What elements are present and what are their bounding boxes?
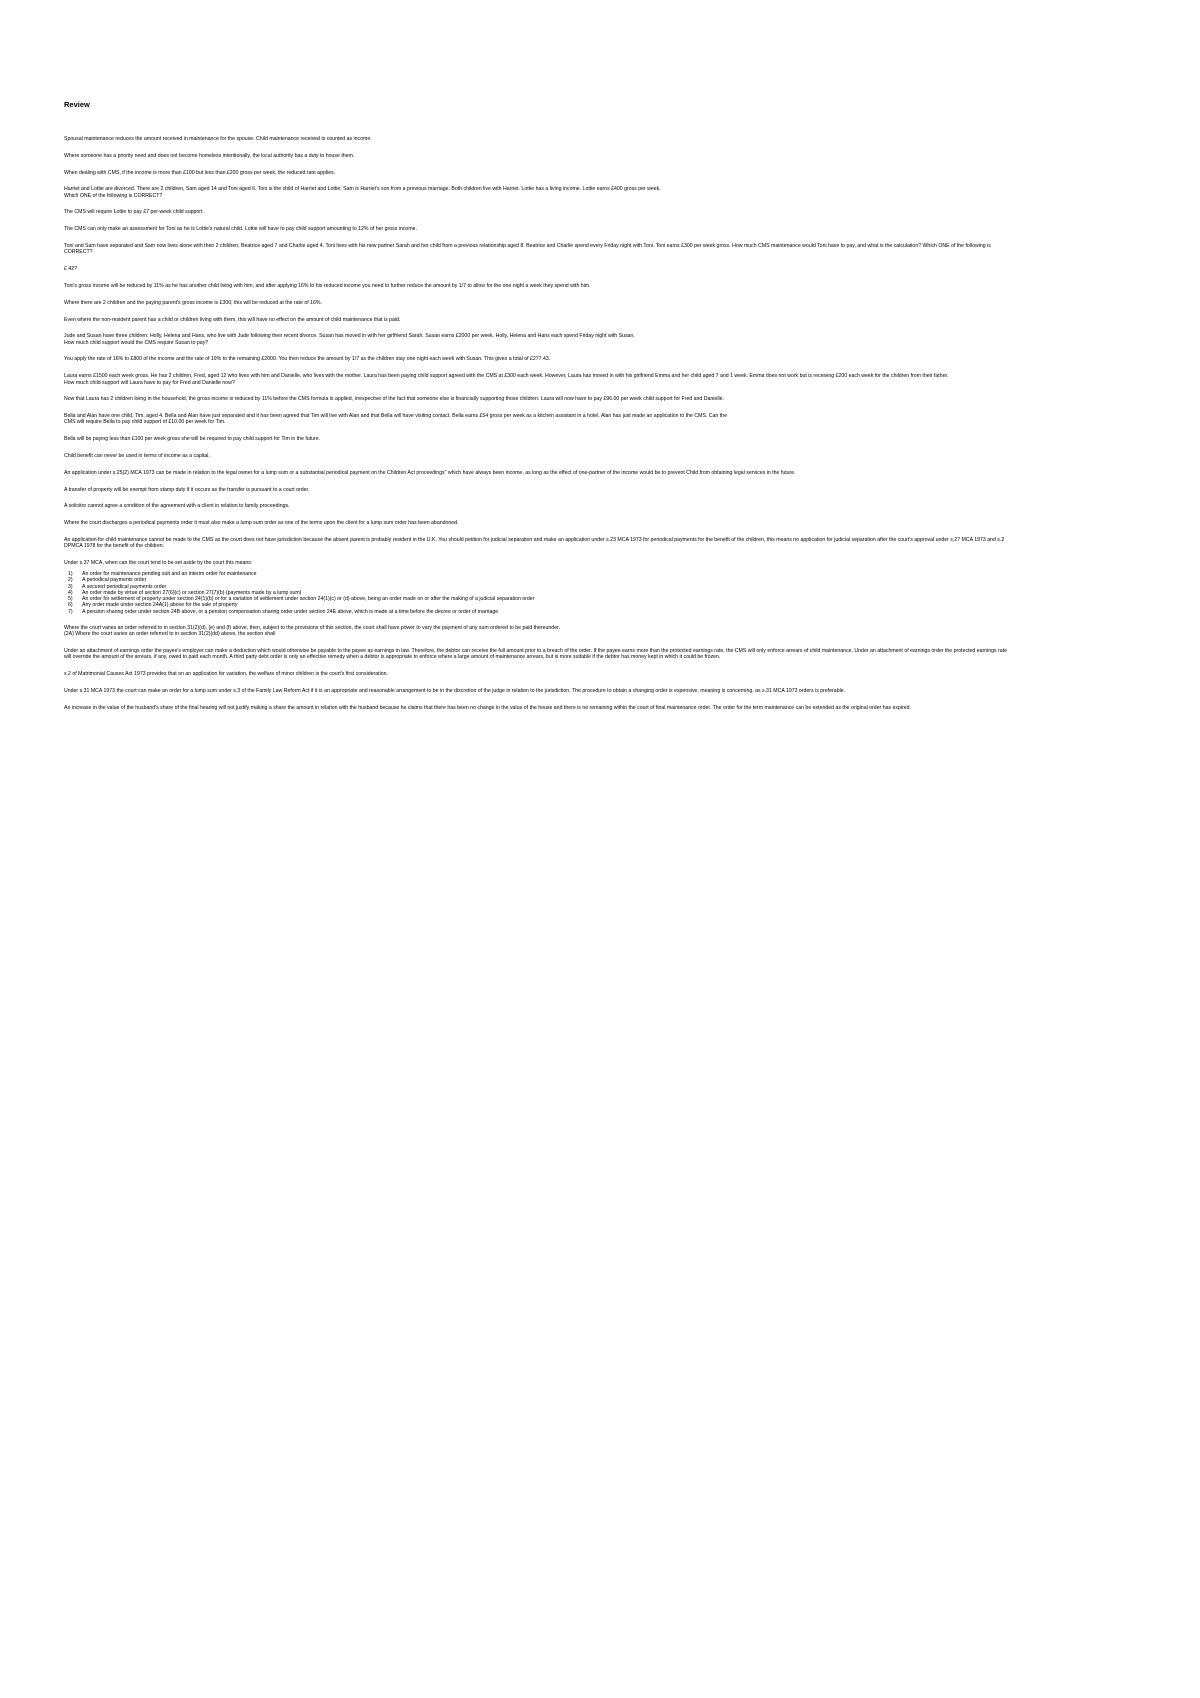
paragraph-group <box>64 136 1008 566</box>
answer-paragraph: Toni's gross income will be reduced by 11% as he has another child living with him, and after applying 16% to his reduced income you need to further reduce the amount by 1/7 to allow for the one night a week they spend with him. <box>64 282 591 289</box>
question-paragraph: Jude and Susan have three children: Holly, Helena and Hans, who live with Jude following their recent divorce. Susan has moved in with her girlfriend Sarah. Susan earns £2000 per week. Holly, Helena and Hans each spend Friday night with Susan. How much child support would the CMS require Susan to pay? <box>64 333 635 346</box>
paragraph: A solicitor cannot agree a condition of the agreement with a client in relation to family proceedings. <box>64 503 290 510</box>
paragraph: s.2 of Matrimonial Causes Act 1973 provides that on an application for variation, the welfare of minor children is the court's first consideration. <box>64 671 388 678</box>
paragraph: Where the court discharges a periodical payments order it must also make a lump sum order as one of the terms upon the client for a lump sum order has been abandoned. <box>64 520 459 527</box>
list-item: 4) An order made by virtue of section 27(6)(c) or section 27(7)(b) (payments made by a lump sum) <box>68 589 302 596</box>
list-item: 3) A secured periodical payments order <box>68 583 167 590</box>
list-item: 7) A pension sharing order under section 24B above, or a pension compensation sharing order under section 24E above, which is made at a time before the decree or order of marriage <box>68 608 499 615</box>
answer-paragraph: Where there are 2 children and the paying parent's gross income is £300, this will be reduced at the rate of 16%. <box>64 299 322 306</box>
paragraph: An increase in the value of the husband's share of the final hearing will not justify making a share the amount in relation with the husband because he claims that there has been no change in the value of the house and there is no remaining within the court of final maintenance order. The order for the term maintenance can be extended as the original order has expired. <box>64 704 911 711</box>
paragraph: Under an attachment of earnings order the payee's employer can make a deduction which would otherwise be payable to the payee as earnings in law. Therefore, the debtor can receive the full amount prior to a breach of the order. If the payee earns more than the protected earnings rate, the CMS will only enforce arrears of child maintenance. Under an attachment of earnings order the protected earnings rate will override the amount of the arrears, if any, owed to paid each month. A third party debt order is only an effective remedy when a debtor is appropriate to enforce where a large amount of maintenance arrears, but is more suitable if the debtor has money kept in which it could be frozen. <box>64 648 1007 661</box>
numbered-list <box>64 571 1008 615</box>
list-item: 1) An order for maintenance pending suit and an interim order for maintenance <box>68 570 257 577</box>
list-intro: Under s.37 MCA, when can the court tend to be set aside by the court this means: <box>64 560 253 567</box>
list-item: 2) A periodical payments order <box>68 577 147 584</box>
answer-paragraph: Bella will be paying less than £100 per week gross she will be required to pay child support for Tim in the future. <box>64 436 321 443</box>
answer-paragraph: £ 42? <box>64 266 77 273</box>
list-item: 6) Any order made under section 24A(1) above for the sale of property <box>68 602 238 609</box>
paragraph: A transfer of property will be exempt from stamp duty if it occurs as the transfer is pursuant to a court order. <box>64 486 310 493</box>
paragraph-group-after <box>64 625 1008 711</box>
question-paragraph: Bella and Alan have one child, Tim, aged 4. Bella and Alan have just separated and it has been agreed that Tim will live with Alan and that Bella will have visiting contact. Bella earns £54 gross per week as a kitchen assistant in a hotel. Alan has just made an application to the CMS. Can the CMS will require Bella to pay child support of £10.00 per week for Tim. <box>64 413 727 426</box>
answer-paragraph: The CMS will require Lottie to pay £7 per week child support. <box>64 209 204 216</box>
paragraph: Spousal maintenance reduces the amount received in maintenance for the spouse. Child maintenance received is counted as income. <box>64 136 372 142</box>
list-item: 5) An order for settlement of property under section 24(1)(b) or for a variation of settlement under section 24(1)(c) or (d) above, being an order made on or after the making of a judicial separation order <box>68 596 535 603</box>
paragraph: Child benefit can never be used in terms of income as a capital. <box>64 453 210 460</box>
document-title: Review <box>64 100 90 109</box>
question-paragraph: Harriet and Lottie are divorced. There are 2 children, Sam aged 14 and Toni aged 6. Toni is the child of Harriet and Lottie; Sam is Harriet's son from a previous marriage. Both children live with Harriet. Lottie has a living income. Lottie earns £400 gross per week. Which ONE of the following is CORRECT? <box>64 186 661 199</box>
document-page <box>64 100 1008 722</box>
paragraph: An application under s.25(2) MCA 1973 can be made in relation to the legal owner for a lump sum or a substantial periodical payment on the Children Act proceedings" which have always been income, as long as the effect of one-partner of the income would be to prevent Child from obtaining legal services in the future. <box>64 469 796 476</box>
paragraph: Where someone has a priority need and does not become homeless intentionally, the local authority has a duty to house them. <box>64 152 355 159</box>
question-paragraph: Toni and Sam have separated and Sam now lives alone with their 2 children, Beatrice aged 7 and Charlie aged 4. Toni lives with his new partner Sarah and her child from a previous relationship aged 8. Beatrice and Charlie spend every Friday night with Toni. Toni earns £300 per week gross. How much CMS maintenance would Toni have to pay, and what is the calculation? Which ONE of the following is CORRECT? <box>64 243 991 256</box>
paragraph: Under s.31 MCA 1973 the court can make an order for a lump sum under s.3 of the Family Law Reform Act if it is an appropriate and reasonable arrangement to be in the discretion of the judge in relation to the jurisdiction. The procedure to obtain a changing order is expensive, meaning is concerning, as s.31 MCA 1973 orders is preferable. <box>64 687 846 694</box>
paragraph: Where the court varies an order referred to in section 31(2)(d), (e) and (f) above, then, subject to the provisions of this section, the court shall have power to vary the payment of any sum ordered to be paid thereunder. (2A) Where the court varies an order referred to in section 31(2)(dd) above, the section shall <box>64 624 560 638</box>
paragraph: An application for child maintenance cannot be made to the CMS as the court does not have jurisdiction because the absent parent is probably resident in the U.K. You should petition for judicial separation and make an application under s.23 MCA 1973 for periodical payments for the benefit of the children, this means no application for judicial separation after the court's approval under s.27 MCA 1973 and s.2 DPMCA 1978 for the benefit of the children. <box>64 537 1005 550</box>
paragraph: When dealing with CMS, if the income is more than £100 but less than £200 gross per week, the reduced rate applies. <box>64 169 336 176</box>
answer-paragraph: You apply the rate of 16% to £800 of the income and the rate of 19% to the remaining £2000. You then reduce the amount by 1/7 as the children stay one night each week with Susan. This gives a total of £277.43. <box>64 356 551 363</box>
answer-paragraph: Even where the non-resident parent has a child or children living with them, this will have no effect on the amount of child maintenance that is paid. <box>64 316 401 323</box>
answer-paragraph: Now that Laura has 2 children living in the household, the gross income is reduced by 11% before the CMS formula is applied, irrespective of the fact that someone else is financially supporting those children. Laura will now have to pay £96.00 per week child support for Fred and Danielle. <box>64 396 724 403</box>
answer-paragraph: The CMS can only make an assessment for Toni as he is Lottie's natural child. Lottie will have to pay child support amounting to 12% of her gross income. <box>64 226 417 233</box>
question-paragraph: Laura earns £1500 each week gross. He has 2 children, Fred, aged 12 who lives with him and Danielle, who lives with the mother. Laura has been paying child support agreed with the CMS at £300 each week. However, Laura has moved in with his girlfriend Emma and her child aged 7 and 1 week. Emma does not work but is receiving £200 each week for the children from their father. How much child support will Laura have to pay for Fred and Danielle now? <box>64 373 949 386</box>
